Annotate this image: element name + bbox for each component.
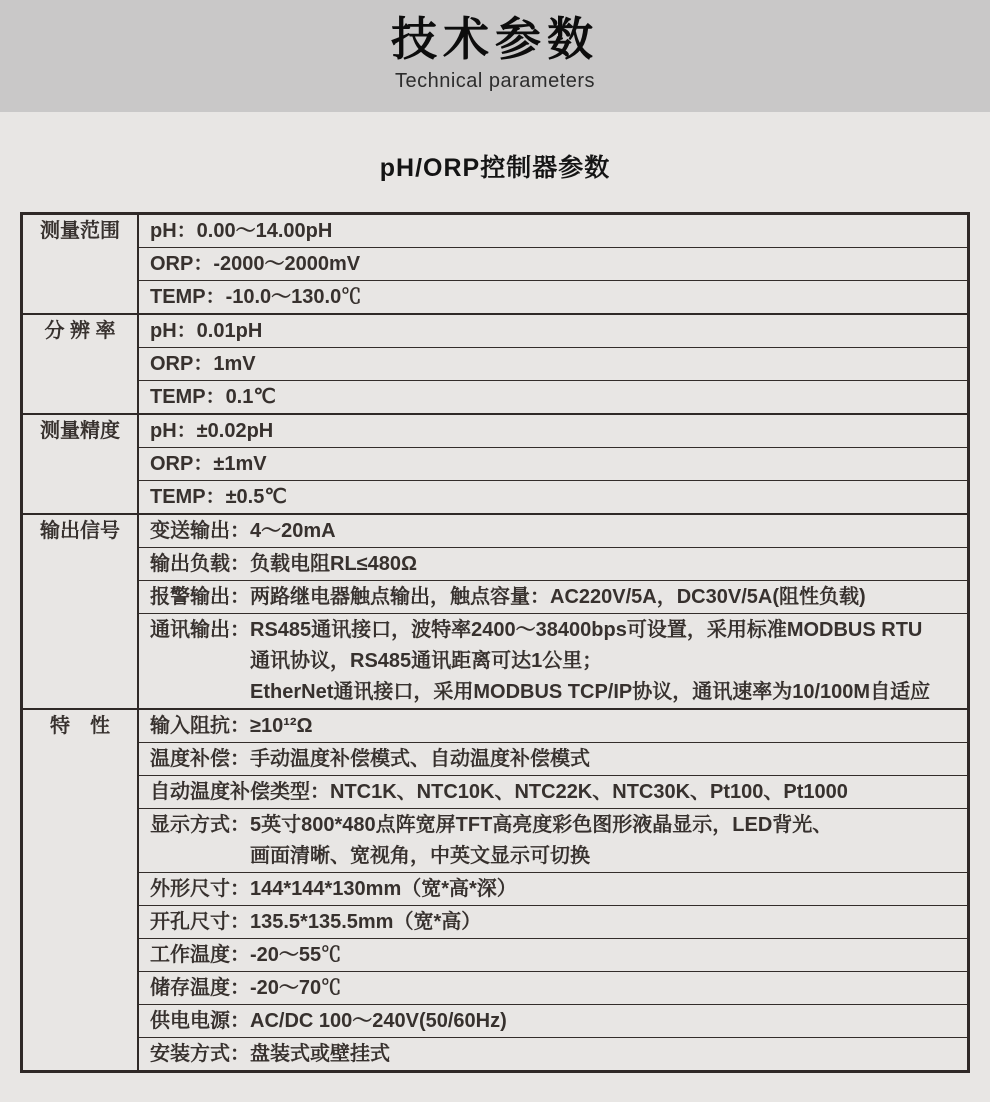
spec-row: [139, 742, 967, 775]
spec-value: [250, 711, 961, 742]
category-cell: 特 性: [23, 710, 139, 1070]
spec-row: [139, 613, 967, 708]
page-subtitle: Technical parameters: [394, 70, 596, 92]
spec-label: TEMP：: [150, 286, 226, 308]
category-cell: 测量精度: [23, 415, 139, 513]
spec-value: [213, 349, 961, 380]
table-group-items: [139, 515, 967, 708]
spec-value: [213, 249, 961, 280]
spec-label: pH：: [150, 420, 197, 442]
page-title: 技术参数: [391, 13, 599, 65]
table-group-1: [23, 313, 967, 413]
spec-row: [139, 905, 967, 938]
spec-row: [139, 710, 967, 742]
table-group-items: [139, 415, 967, 513]
spec-table: [20, 212, 970, 1073]
spec-value-line: 负载电阻RL≤480Ω: [250, 553, 418, 575]
spec-row: [139, 1037, 967, 1070]
table-group-items: [139, 710, 967, 1070]
spec-label: ORP：: [150, 253, 214, 275]
spec-label: 显示方式：: [150, 814, 250, 836]
spec-row: [139, 347, 967, 380]
spec-value-line: 4～20mA: [250, 520, 336, 542]
main-content: [0, 148, 990, 1073]
spec-value-line: 5英寸800*480点阵宽屏TFT高亮度彩色图形液晶显示，LED背光、: [250, 814, 833, 836]
spec-row: [139, 547, 967, 580]
spec-row: [139, 247, 967, 280]
spec-row: [139, 580, 967, 613]
spec-value-line: AC/DC 100～240V(50/60Hz): [250, 1010, 507, 1032]
spec-value: [250, 1039, 961, 1070]
spec-value-line: EtherNet通讯接口，采用MODBUS TCP/IP协议，通讯速率为10/100M自适应: [250, 681, 931, 703]
spec-value-line: 0.01pH: [196, 320, 263, 342]
spec-row: [139, 480, 967, 513]
spec-value: [250, 549, 961, 580]
category-cell: 输出信号: [23, 515, 139, 708]
spec-row: [139, 315, 967, 347]
spec-label: ORP：: [150, 353, 214, 375]
spec-value-line: 通讯协议，RS485通讯距离可达1公里；: [250, 650, 603, 672]
spec-label: pH：: [150, 220, 197, 242]
table-group-items: [139, 315, 967, 413]
spec-label: TEMP：: [150, 486, 226, 508]
spec-row: [139, 971, 967, 1004]
spec-value: [197, 216, 961, 247]
spec-value-line: -10.0～130.0℃: [225, 286, 362, 308]
spec-label: 供电电源：: [150, 1010, 250, 1032]
spec-value: [226, 282, 961, 313]
spec-label: 外形尺寸：: [150, 878, 250, 900]
spec-value: [330, 777, 961, 808]
spec-value: [250, 615, 961, 708]
spec-value-line: ±0.5℃: [225, 486, 287, 508]
spec-value-line: ±0.02pH: [196, 420, 274, 442]
spec-value: [226, 382, 961, 413]
spec-value: [250, 973, 961, 1004]
spec-label: pH：: [150, 320, 197, 342]
spec-value-line: 135.5*135.5mm（宽*高）: [250, 911, 482, 933]
category-cell: 测量范围: [23, 215, 139, 313]
spec-value-line: -20～70℃: [250, 977, 342, 999]
spec-label: TEMP：: [150, 386, 226, 408]
spec-value-line: RS485通讯接口，波特率2400～38400bps可设置，采用标准MODBUS RTU: [250, 619, 923, 641]
spec-value-line: 144*144*130mm（宽*高*深）: [250, 878, 517, 900]
spec-value-line: -2000～2000mV: [213, 253, 361, 275]
spec-label: 报警输出：: [150, 586, 250, 608]
spec-value: [250, 907, 961, 938]
spec-label: ORP：: [150, 453, 214, 475]
table-group-2: [23, 413, 967, 513]
spec-value: [197, 416, 961, 447]
spec-value-line: 0.00～14.00pH: [196, 220, 333, 242]
table-group-4: [23, 708, 967, 1070]
spec-value: [250, 940, 961, 971]
spec-value-line: 0.1℃: [225, 386, 276, 408]
spec-label: 温度补偿：: [150, 748, 250, 770]
spec-value-line: -20～55℃: [250, 944, 342, 966]
category-cell: 分 辨 率: [23, 315, 139, 413]
spec-value: [250, 582, 961, 613]
spec-label: 开孔尺寸：: [150, 911, 250, 933]
spec-row: [139, 872, 967, 905]
spec-value-line: NTC1K、NTC10K、NTC22K、NTC30K、Pt100、Pt1000: [330, 781, 848, 803]
spec-row: [139, 1004, 967, 1037]
spec-value-line: 1mV: [213, 353, 256, 375]
spec-row: [139, 380, 967, 413]
spec-row: [139, 415, 967, 447]
spec-row: [139, 938, 967, 971]
spec-label: 储存温度：: [150, 977, 250, 999]
spec-label: 通讯输出：: [150, 619, 250, 641]
spec-row: [139, 808, 967, 872]
spec-value: [250, 744, 961, 775]
spec-value: [250, 516, 961, 547]
spec-label: 输入阻抗：: [150, 715, 250, 737]
spec-row: [139, 447, 967, 480]
table-group-3: [23, 513, 967, 708]
spec-value-line: 盘装式或壁挂式: [250, 1043, 390, 1065]
spec-value: [226, 482, 961, 513]
spec-label: 变送输出：: [150, 520, 250, 542]
spec-value: [250, 810, 961, 872]
spec-value-line: 手动温度补偿模式、自动温度补偿模式: [250, 748, 590, 770]
spec-value: [197, 316, 961, 347]
spec-value: [213, 449, 961, 480]
spec-row: [139, 280, 967, 313]
spec-value-line: ≥10¹²Ω: [250, 715, 313, 737]
spec-row: [139, 215, 967, 247]
header-banner: [0, 0, 990, 112]
spec-value-line: 画面清晰、宽视角，中英文显示可切换: [250, 845, 590, 867]
spec-label: 自动温度补偿类型：: [150, 781, 330, 803]
spec-label: 工作温度：: [150, 944, 250, 966]
spec-value: [250, 874, 961, 905]
spec-value: [250, 1006, 961, 1037]
table-group-0: [23, 215, 967, 313]
section-title: pH/ORP控制器参数: [379, 154, 611, 182]
spec-label: 安装方式：: [150, 1043, 250, 1065]
spec-label: 输出负载：: [150, 553, 250, 575]
spec-value-line: ±1mV: [213, 453, 267, 475]
spec-value-line: 两路继电器触点输出，触点容量：AC220V/5A，DC30V/5A(阻性负载): [250, 586, 866, 608]
spec-row: [139, 515, 967, 547]
spec-row: [139, 775, 967, 808]
table-group-items: [139, 215, 967, 313]
